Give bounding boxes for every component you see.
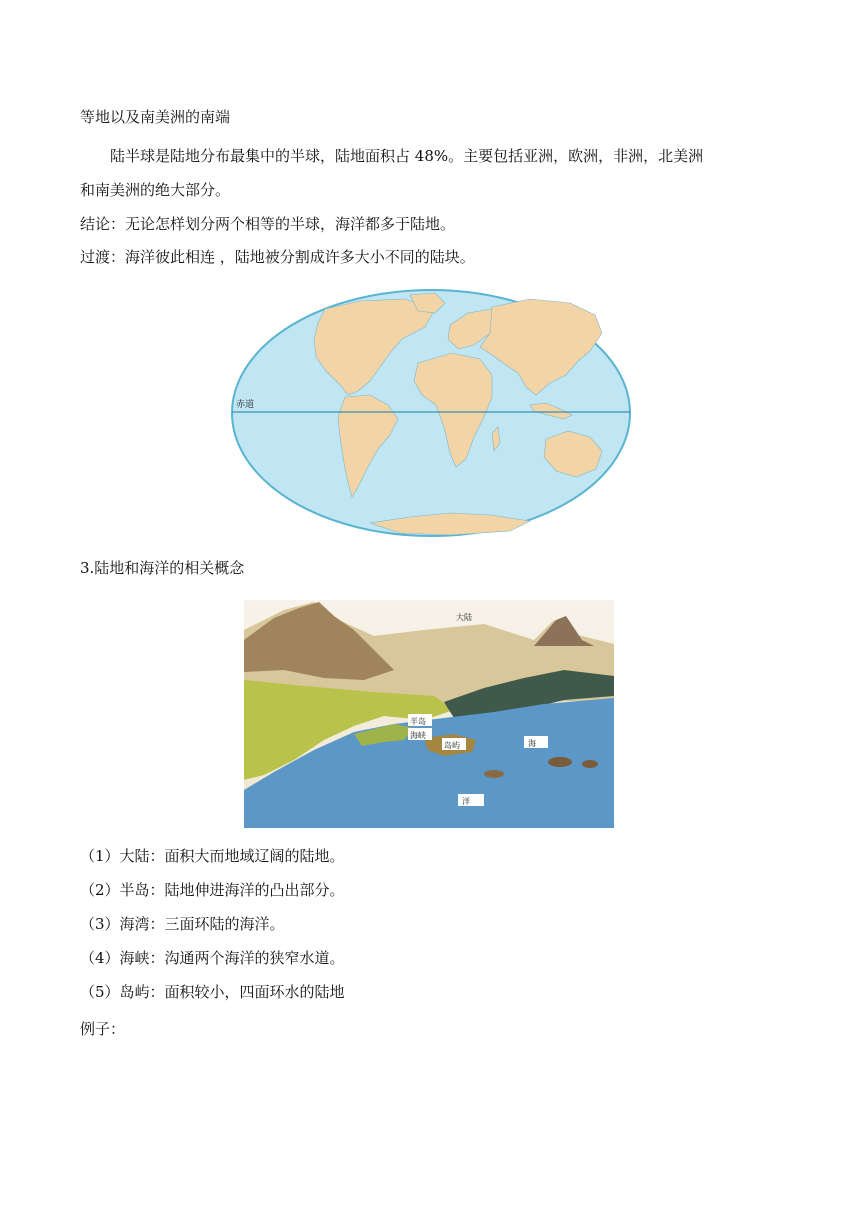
text-line-1: 等地以及南美洲的南端 (80, 108, 231, 126)
label-island: 岛屿 (444, 741, 460, 750)
definition-continent: （1）大陆：面积大而地域辽阔的陆地。 (80, 847, 345, 865)
definition-strait: （4）海峡：沟通两个海洋的狭窄水道。 (80, 949, 345, 967)
small-island-2 (582, 760, 598, 768)
label-peninsula: 半岛 (410, 717, 426, 726)
definition-peninsula: （2）半岛：陆地伸进海洋的凸出部分。 (80, 881, 345, 899)
text-line-2: 陆半球是陆地分布最集中的半球，陆地面积占 48%。主要包括亚洲，欧洲，非洲，北美洲 (110, 147, 704, 165)
conclusion-line: 结论：无论怎样划分两个相等的半球，海洋都多于陆地。 (80, 215, 456, 233)
small-island-3 (484, 770, 504, 778)
world-map-figure (230, 287, 632, 539)
text-line-3: 和南美洲的绝大部分。 (80, 181, 231, 199)
section-3-heading: 3.陆地和海洋的相关概念 (80, 559, 245, 577)
equator-label: 赤道 (236, 400, 255, 410)
land-sea-landscape-figure (244, 600, 614, 828)
label-strait: 海峡 (410, 731, 426, 740)
label-sea: 海 (528, 739, 536, 748)
definition-bay: （3）海湾：三面环陆的海洋。 (80, 915, 285, 933)
label-ocean: 洋 (462, 797, 470, 806)
transition-line: 过渡：海洋彼此相连 ，陆地被分割成许多大小不同的陆块。 (80, 248, 475, 266)
example-label: 例子： (80, 1020, 126, 1038)
small-island-1 (548, 757, 572, 767)
label-continent: 大陆 (456, 613, 472, 622)
definition-island: （5）岛屿：面积较小，四面环水的陆地 (80, 983, 345, 1001)
